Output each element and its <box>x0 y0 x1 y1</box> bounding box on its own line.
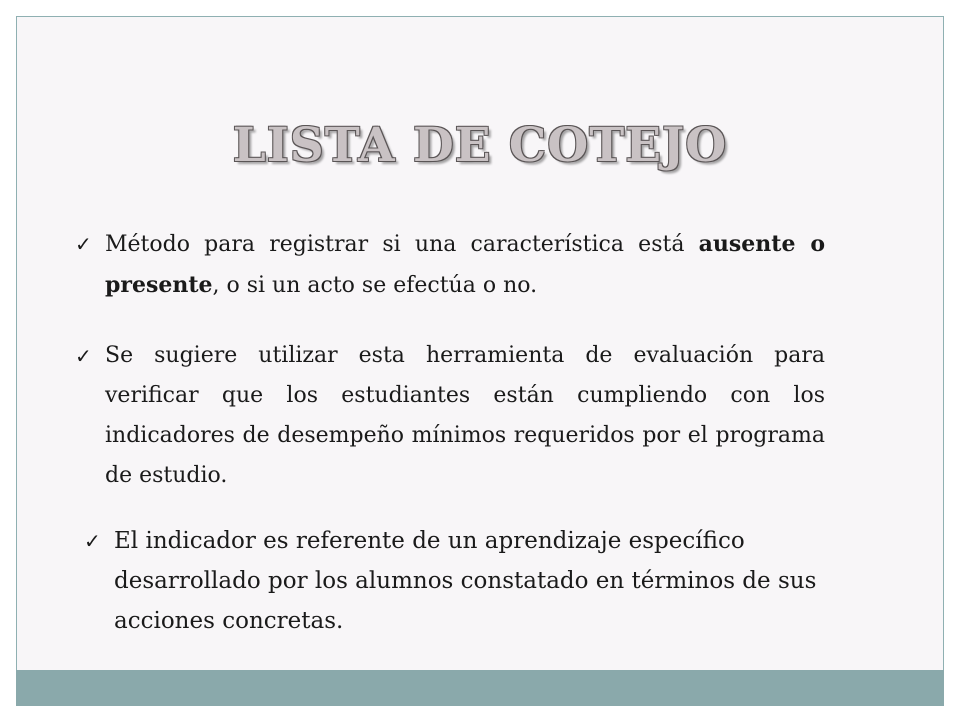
bullet-text-1-bold: ausente o presente <box>105 231 825 298</box>
bullet-text-3: El indicador es referente de un aprendizaje específico desarrollado por los alumnos constatado en términos de sus acciones concretas. <box>114 528 817 634</box>
slide-title: LISTA DE COTEJO <box>232 118 728 173</box>
bullet-text-2: Se sugiere utilizar esta herramienta de evaluación para verificar que los estudiantes están cumpliendo con los indicadores de desempeño mínimos requeridos por el programa de estudio. <box>105 343 825 488</box>
bullet-item-2 <box>75 336 825 496</box>
checkmark-icon: ✓ <box>84 529 101 553</box>
bullet-text-1-end: , o si un acto se efectúa o no. <box>212 273 538 298</box>
bullet-item-1 <box>75 224 825 306</box>
bullet-text-1-start: Método para registrar si una característica está <box>105 232 699 257</box>
checkmark-icon: ✓ <box>75 232 92 256</box>
bullet-text-1 <box>105 224 825 306</box>
bullet-item-3 <box>84 521 878 641</box>
checkmark-icon: ✓ <box>75 344 92 368</box>
footer-bar <box>16 670 944 706</box>
